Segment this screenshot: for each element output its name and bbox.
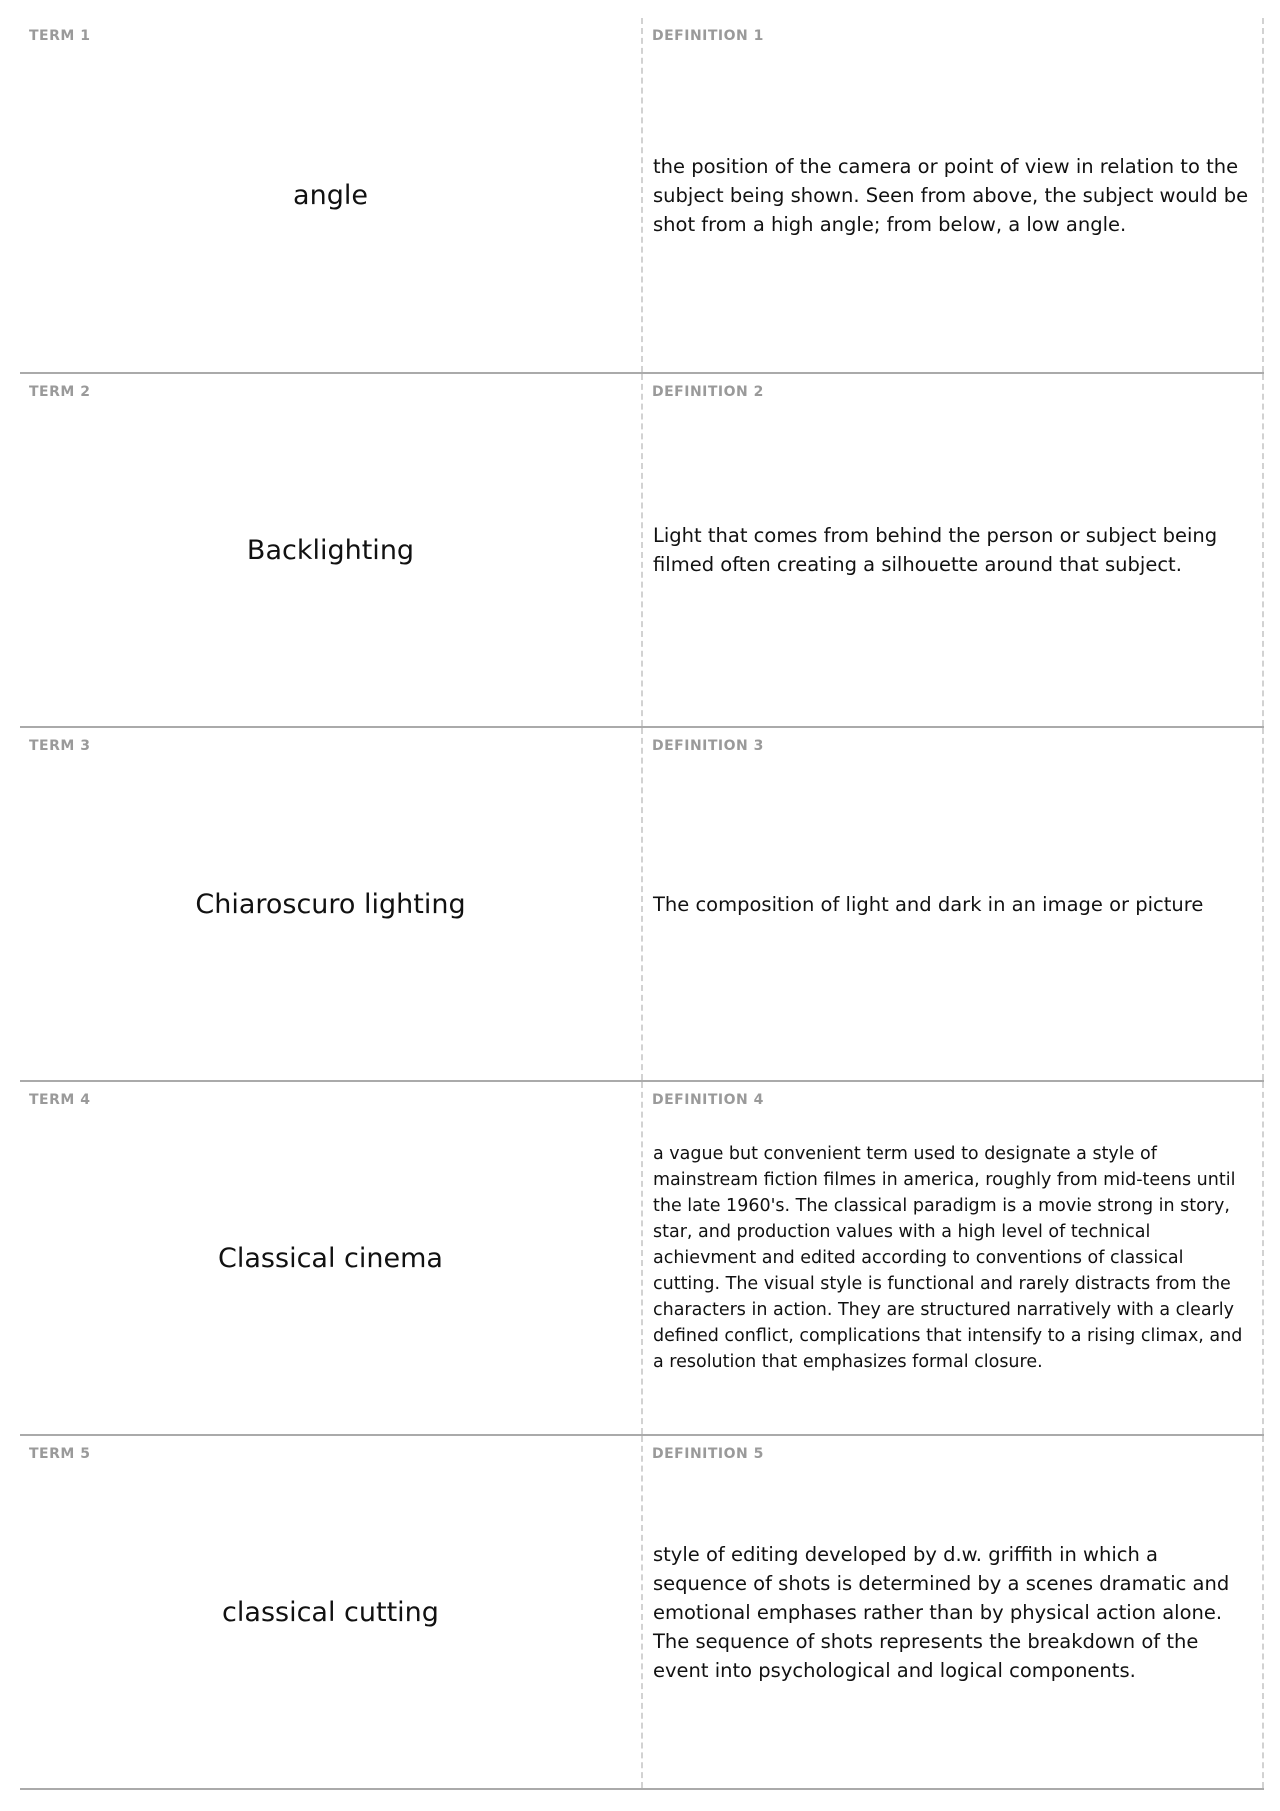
term-label: TERM 2 xyxy=(29,384,91,400)
definition-cell xyxy=(643,1082,1264,1434)
definition-body: a vague but convenient term used to designate a style of mainstream fiction filmes in america, roughly from mid-teens until the late 1960's. The classical paradigm is a movie strong in story, star, and production values with a high level of technical achievment and edited according to conventions of classical cutting. The visual style is functional and rarely distracts from the characters in action. They are structured narratively with a clearly defined conflict, complications that intensify to a rising climax, and a resolution that emphasizes formal closure. xyxy=(653,1144,1243,1372)
term-text: Classical cinema xyxy=(218,1242,443,1274)
definition-cell xyxy=(643,728,1264,1080)
term-text: Chiaroscuro lighting xyxy=(195,888,466,920)
definition-text xyxy=(653,374,1250,726)
definition-body: style of editing developed by d.w. griffith in which a sequence of shots is determined by a scenes dramatic and emotional emphases rather than by physical action alone. The sequence of shots represents the breakdown of the event into psychological and logical components. xyxy=(653,1542,1230,1682)
term-cell xyxy=(20,1082,643,1434)
term-label: TERM 5 xyxy=(29,1446,91,1462)
term-text: Backlighting xyxy=(246,534,415,566)
term-cell xyxy=(20,728,643,1080)
term-cell xyxy=(20,374,643,726)
definition-text xyxy=(653,1436,1250,1788)
definition-body: Light that comes from behind the person or subject being filmed often creating a silhouette around that subject. xyxy=(653,524,1218,576)
definition-cell xyxy=(643,374,1264,726)
flashcard xyxy=(20,1082,1264,1436)
definition-text xyxy=(653,728,1250,1080)
term-cell xyxy=(20,18,643,372)
definition-label: DEFINITION 2 xyxy=(652,384,764,400)
term-label: TERM 4 xyxy=(29,1092,91,1108)
definition-body: The composition of light and dark in an image or picture xyxy=(653,892,1204,916)
definition-cell xyxy=(643,18,1264,372)
definition-cell xyxy=(643,1436,1264,1788)
term-text: classical cutting xyxy=(222,1596,439,1628)
term-cell xyxy=(20,1436,643,1788)
term-label: TERM 1 xyxy=(29,28,91,44)
definition-label: DEFINITION 1 xyxy=(652,28,764,44)
definition-label: DEFINITION 3 xyxy=(652,738,764,754)
definition-text xyxy=(653,1082,1250,1434)
flashcard xyxy=(20,728,1264,1082)
term-text: angle xyxy=(293,179,368,211)
definition-label: DEFINITION 4 xyxy=(652,1092,764,1108)
flashcard xyxy=(20,1436,1264,1790)
definition-label: DEFINITION 5 xyxy=(652,1446,764,1462)
term-label: TERM 3 xyxy=(29,738,91,754)
definition-text xyxy=(653,18,1250,372)
flashcard xyxy=(20,18,1264,374)
flashcard-sheet xyxy=(20,18,1264,1790)
flashcard xyxy=(20,374,1264,728)
definition-body: the position of the camera or point of view in relation to the subject being shown. Seen from above, the subject would be shot from a high angle; from below, a low angle. xyxy=(653,154,1249,236)
